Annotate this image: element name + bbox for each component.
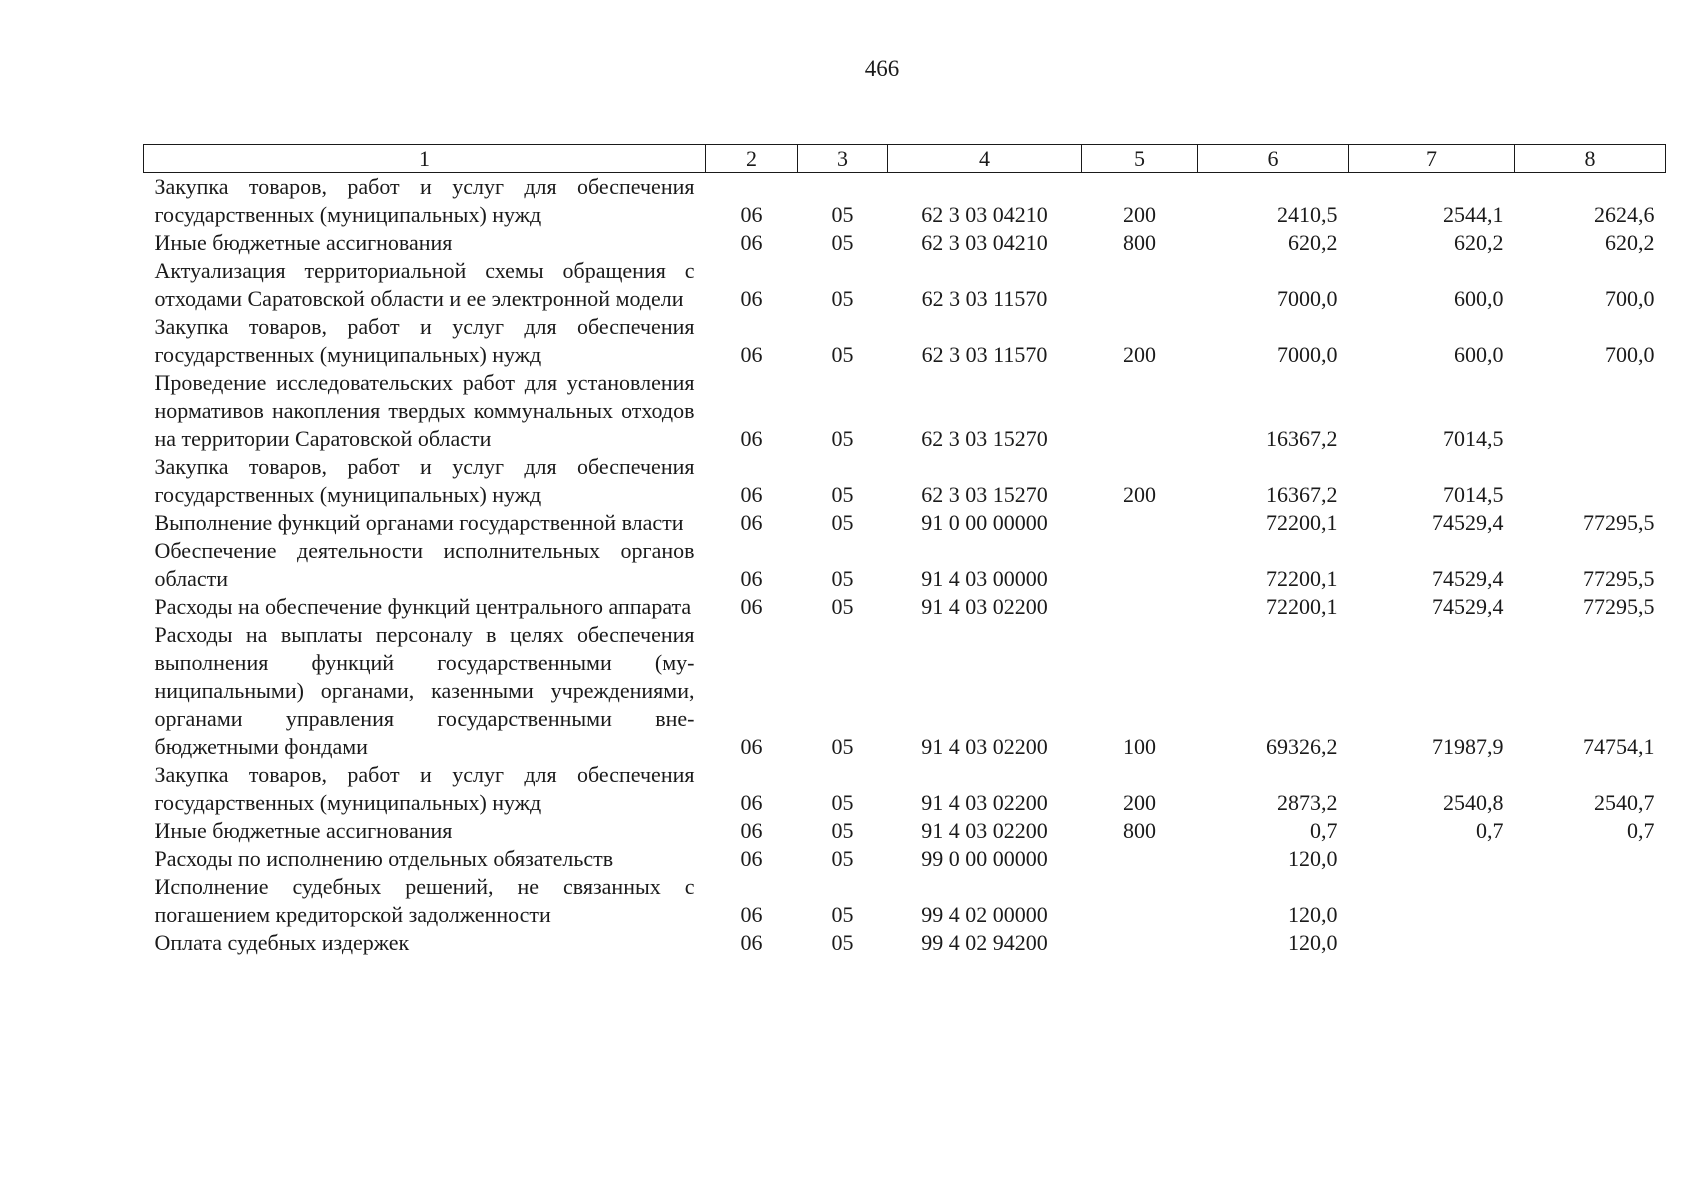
row-expense-type [1082,509,1198,537]
row-target-article: 91 4 03 02200 [921,790,1048,815]
row-amount-2: 600,0 [1454,342,1504,367]
row-target-article: 91 4 03 02200 [921,818,1048,843]
table-row [144,817,1666,845]
row-target-article: 62 3 03 15270 [921,482,1048,507]
table-row [144,229,1666,257]
header-row [144,145,1666,173]
row-amount-3: 620,2 [1605,230,1655,255]
row-amount-1: 620,2 [1288,230,1338,255]
row-amount-2: 600,0 [1454,286,1504,311]
row-section: 06 [740,846,763,871]
row-section: 06 [740,818,763,843]
row-expense-type [1082,845,1198,873]
table-row [144,873,1666,929]
row-subsection: 05 [831,818,854,843]
row-expense-type: 200 [1123,342,1156,367]
row-expense-type [1082,369,1198,453]
row-subsection: 05 [831,230,854,255]
row-section: 06 [740,510,763,535]
row-target-article: 62 3 03 04210 [921,230,1048,255]
row-target-article: 99 4 02 94200 [921,930,1048,955]
row-expense-type: 200 [1123,482,1156,507]
row-section: 06 [740,230,763,255]
row-amount-3 [1515,873,1666,929]
row-amount-1: 72200,1 [1266,566,1338,591]
row-subsection: 05 [831,930,854,955]
row-amount-1: 7000,0 [1277,342,1338,367]
header-cell: 4 [888,145,1082,173]
row-name: Расходы на обеспечение функций центрального аппарата [154,594,692,619]
row-name: Расходы по исполнению отдельных обязательств [154,846,614,871]
table-row [144,593,1666,621]
table-row [144,537,1666,593]
row-subsection: 05 [831,286,854,311]
row-amount-2: 2544,1 [1443,202,1504,227]
row-amount-3: 77295,5 [1583,510,1655,535]
row-section: 06 [740,426,763,451]
header-cell: 1 [144,145,706,173]
row-name: Обеспечение деятельности исполнительных органов области [154,538,695,591]
table-row [144,313,1666,369]
row-target-article: 62 3 03 11570 [921,342,1048,367]
row-target-article: 91 4 03 02200 [921,734,1048,759]
row-expense-type: 200 [1123,790,1156,815]
budget-table [143,144,1666,957]
row-section: 06 [740,594,763,619]
row-name: Закупка товаров, работ и услуг для обеспечения государственных (муниципальных) нужд [154,762,695,815]
row-expense-type: 800 [1123,230,1156,255]
row-amount-1: 7000,0 [1277,286,1338,311]
row-name: Проведение исследовательских работ для установления нормативов накопления твердых коммунальных отходов на территории Саратовской области [154,370,695,451]
table-row [144,453,1666,509]
row-subsection: 05 [831,202,854,227]
row-expense-type: 200 [1123,202,1156,227]
row-section: 06 [740,790,763,815]
row-section: 06 [740,482,763,507]
row-amount-3: 0,7 [1627,818,1655,843]
row-amount-1: 120,0 [1288,902,1338,927]
table-row [144,845,1666,873]
row-section: 06 [740,902,763,927]
row-name: Актуализация территориальной схемы обращения с отходами Саратовской области и ее электронной модели [154,258,695,311]
row-amount-1: 120,0 [1288,846,1338,871]
row-subsection: 05 [831,594,854,619]
row-subsection: 05 [831,566,854,591]
row-amount-1: 2410,5 [1277,202,1338,227]
row-amount-2: 7014,5 [1443,426,1504,451]
row-name: Расходы на выплаты персоналу в целях обеспечения выполнения функций государственными (муниципальными) органами, казенными учреждениями, органами управления государственными внебюджетными фондами [154,622,695,759]
row-name: Закупка товаров, работ и услуг для обеспечения государственных (муниципальных) нужд [154,314,695,367]
row-subsection: 05 [831,734,854,759]
row-expense-type: 100 [1123,734,1156,759]
row-name: Иные бюджетные ассигнования [154,818,453,843]
row-name: Выполнение функций органами государственной власти [154,510,684,535]
row-amount-2: 74529,4 [1432,566,1504,591]
row-subsection: 05 [831,510,854,535]
row-subsection: 05 [831,902,854,927]
row-amount-3: 77295,5 [1583,594,1655,619]
row-amount-2: 2540,8 [1443,790,1504,815]
row-section: 06 [740,286,763,311]
row-section: 06 [740,566,763,591]
row-amount-1: 69326,2 [1266,734,1338,759]
table-row [144,173,1666,230]
row-section: 06 [740,734,763,759]
row-expense-type [1082,537,1198,593]
row-expense-type [1082,257,1198,313]
row-section: 06 [740,202,763,227]
row-amount-3: 2540,7 [1594,790,1655,815]
row-name: Закупка товаров, работ и услуг для обеспечения государственных (муниципальных) нужд [154,174,695,227]
row-amount-1: 0,7 [1310,818,1338,843]
table-row [144,929,1666,957]
header-cell: 3 [798,145,888,173]
row-amount-3 [1515,453,1666,509]
row-name: Оплата судебных издержек [154,930,410,955]
row-section: 06 [740,342,763,367]
row-amount-3 [1515,929,1666,957]
row-target-article: 91 4 03 02200 [921,594,1048,619]
row-amount-1: 120,0 [1288,930,1338,955]
table-row [144,621,1666,761]
row-amount-2: 74529,4 [1432,594,1504,619]
row-amount-2: 71987,9 [1432,734,1504,759]
row-amount-1: 16367,2 [1266,426,1338,451]
row-target-article: 91 4 03 00000 [921,566,1048,591]
row-amount-1: 16367,2 [1266,482,1338,507]
header-cell: 8 [1515,145,1666,173]
table-row [144,257,1666,313]
header-cell: 6 [1198,145,1349,173]
row-name: Закупка товаров, работ и услуг для обеспечения государственных (муниципальных) нужд [154,454,695,507]
row-subsection: 05 [831,426,854,451]
table-row [144,509,1666,537]
table-row [144,761,1666,817]
row-amount-2 [1349,873,1515,929]
row-section: 06 [740,930,763,955]
row-expense-type [1082,593,1198,621]
row-amount-1: 72200,1 [1266,594,1338,619]
header-cell: 7 [1349,145,1515,173]
row-target-article: 62 3 03 04210 [921,202,1048,227]
row-amount-3: 700,0 [1605,286,1655,311]
row-amount-1: 2873,2 [1277,790,1338,815]
row-subsection: 05 [831,482,854,507]
row-target-article: 62 3 03 11570 [921,286,1048,311]
row-amount-2: 620,2 [1454,230,1504,255]
row-target-article: 62 3 03 15270 [921,426,1048,451]
row-target-article: 91 0 00 00000 [921,510,1048,535]
row-amount-2: 0,7 [1476,818,1504,843]
table-row [144,369,1666,453]
row-amount-3: 77295,5 [1583,566,1655,591]
header-cell: 5 [1082,145,1198,173]
row-amount-2: 7014,5 [1443,482,1504,507]
row-amount-3: 2624,6 [1594,202,1655,227]
row-amount-1: 72200,1 [1266,510,1338,535]
row-amount-2 [1349,845,1515,873]
page-number: 466 [864,56,900,81]
row-name: Иные бюджетные ассигнования [154,230,453,255]
row-amount-3 [1515,369,1666,453]
row-target-article: 99 4 02 00000 [921,902,1048,927]
row-amount-2 [1349,929,1515,957]
row-name: Исполнение судебных решений, не связанных с погашением кредиторской задолженности [154,874,695,927]
row-subsection: 05 [831,790,854,815]
row-amount-3 [1515,845,1666,873]
row-expense-type [1082,873,1198,929]
row-amount-3: 74754,1 [1583,734,1655,759]
row-expense-type: 800 [1123,818,1156,843]
row-expense-type [1082,929,1198,957]
row-amount-3: 700,0 [1605,342,1655,367]
row-target-article: 99 0 00 00000 [921,846,1048,871]
row-subsection: 05 [831,342,854,367]
row-subsection: 05 [831,846,854,871]
header-cell: 2 [706,145,798,173]
row-amount-2: 74529,4 [1432,510,1504,535]
